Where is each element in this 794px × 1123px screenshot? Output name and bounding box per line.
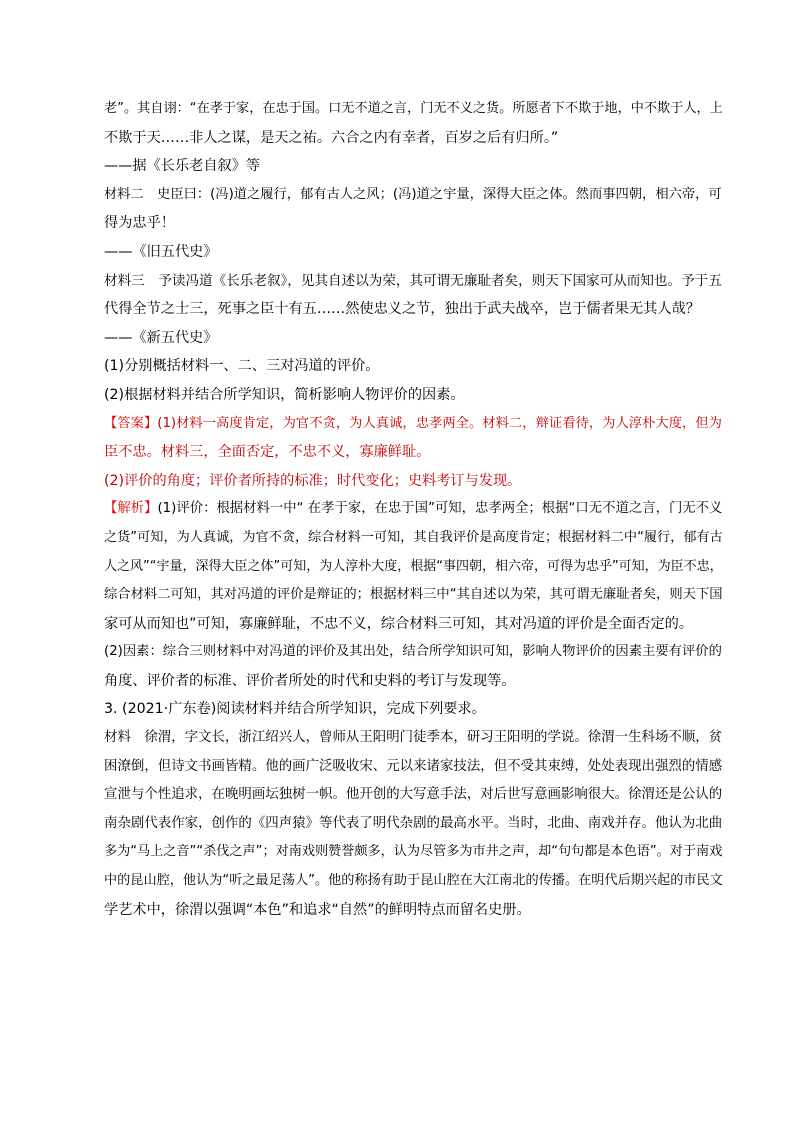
text-segment: 材料二 史臣曰：(冯)道之履行，郁有古人之风；(冯)道之宇量，深得大臣之体。然而事四朝，相六帝，可 [104,186,722,202]
text-line [104,381,722,410]
text-line [104,410,722,439]
text-segment: 材料三 予读冯道《长乐老叙》，见其自述以为荣，其可谓无廉耻者矣，则天下国家可从而知也。予于五 [104,272,722,289]
text-line [104,95,722,124]
text-segment: 人之风”“宇量，深得大臣之体”可知，为人淳朴大度，根据“事四朝，相六帝，可得为忠乎”可知，为臣不忠， [104,558,723,574]
text-segment: (2)因素：综合三则材料中对冯道的评价及其出处，结合所学知识可知，影响人物评价的因素主要有评价的 [104,644,722,660]
text-line [104,124,722,153]
text-line [104,810,722,839]
text-line [104,324,722,353]
text-segment: ——《新五代史》 [104,329,218,346]
text-segment: (1)评价：根据材料一中“ 在孝于家，在忠于国”可知，忠孝两全；根据“口无不道之言，门无不义 [157,501,723,517]
text-line [104,724,722,753]
section-label: 【解析】 [104,501,158,517]
text-segment: 多为“马上之音”“杀伐之声”；对南戏则赞誉颇多，认为尽管多为市井之声，却“句句都是本色语”。对于南戏 [104,844,723,860]
text-line [104,352,722,381]
text-segment: 中的昆山腔，他认为“听之最足荡人”。他的称扬有助于昆山腔在大江南北的传播。在明代后期兴起的市民文 [104,873,723,889]
text-segment: (2)根据材料并结合所学知识，简析影响人物评价的因素。 [104,386,465,403]
text-line [104,867,722,896]
text-line [104,610,722,639]
text-line [104,181,722,210]
text-line [104,581,722,610]
text-line [104,267,722,296]
text-line [104,209,722,238]
text-segment: 之货”可知，为人真诚，为官不贪，综合材料一可知，其自我评价是高度肯定；根据材料二中“履行，郁有古 [104,529,723,545]
text-segment: 学艺术中，徐渭以强调“本色”和追求“自然”的鲜明特点而留名史册。 [104,901,531,918]
text-segment: ——《旧五代史》 [104,243,218,260]
text-segment: 得为忠乎！ [104,215,175,232]
text-line [104,438,722,467]
text-line [104,295,722,324]
text-segment: 困潦倒，但诗文书画皆精。他的画广泛吸收宋、元以来诸家技法，但不受其束缚，处处表现出强烈的情感 [104,758,723,774]
text-line [104,695,722,724]
text-segment: 老”。其自诩：“在孝于家，在忠于国。口无不道之言，门无不义之货。所愿者下不欺于地，中不欺于人，上 [104,101,723,116]
text-line [104,495,722,524]
text-segment: 南杂剧代表作家，创作的《四声猿》等代表了明代杂剧的最高水平。当时，北曲、南戏并存。他认为北曲 [104,815,723,831]
text-segment: 臣不忠。材料三，全面否定，不忠不义，寡廉鲜耻。 [104,444,431,461]
text-segment: ——据《长乐老自叙》等 [104,158,261,175]
text-segment: 材料 徐渭，字文长，浙江绍兴人，曾师从王阳明门徒季本，研习王阳明的学说。徐渭一生科场不顺，贫 [104,730,723,746]
section-label: 【答案】 [104,415,158,431]
text-segment: (1)分别概括材料一、二、三对冯道的评价。 [104,358,380,375]
text-segment: 不欺于天……非人之谋，是天之祐。六合之内有幸者，百岁之后有归所。” [104,129,559,146]
text-line [104,667,722,696]
text-line [104,781,722,810]
text-segment: (2)评价的角度；评价者所持的标准；时代变化；史料考订与发现。 [104,472,522,489]
text-line [104,753,722,782]
text-line [104,238,722,267]
text-segment: 角度、评价者的标准、评价者所处的时代和史料的考订与发现等。 [104,672,516,689]
text-segment: 家可从而知也”可知，寡廉鲜耻，不忠不义，综合材料三可知，其对冯道的评价是全面否定的。 [104,615,694,632]
text-line [104,553,722,582]
text-line [104,896,722,925]
text-line [104,467,722,496]
text-line [104,524,722,553]
text-segment: 代得全节之士三，死事之臣十有五……然使忠义之节，独出于武夫战卒，岂于儒者果无其人哉？ [104,301,700,318]
text-line [104,638,722,667]
text-line [104,152,722,181]
text-segment: 综合材料二可知，其对冯道的评价是辩证的；根据材料三中“其自述以为荣，其可谓无廉耻者矣，则天下国 [104,587,723,603]
text-line [104,838,722,867]
document-body [104,95,722,924]
text-segment: (1)材料一高度肯定，为官不贪，为人真诚，忠孝两全。材料二，辩证看待，为人淳朴大度，但为 [157,415,722,431]
text-segment: 3. (2021·广东卷)阅读材料并结合所学知识，完成下列要求。 [104,701,486,718]
text-segment: 宣泄与个性追求，在晚明画坛独树一帜。他开创的大写意手法，对后世写意画影响很大。徐渭还是公认的 [104,787,723,803]
